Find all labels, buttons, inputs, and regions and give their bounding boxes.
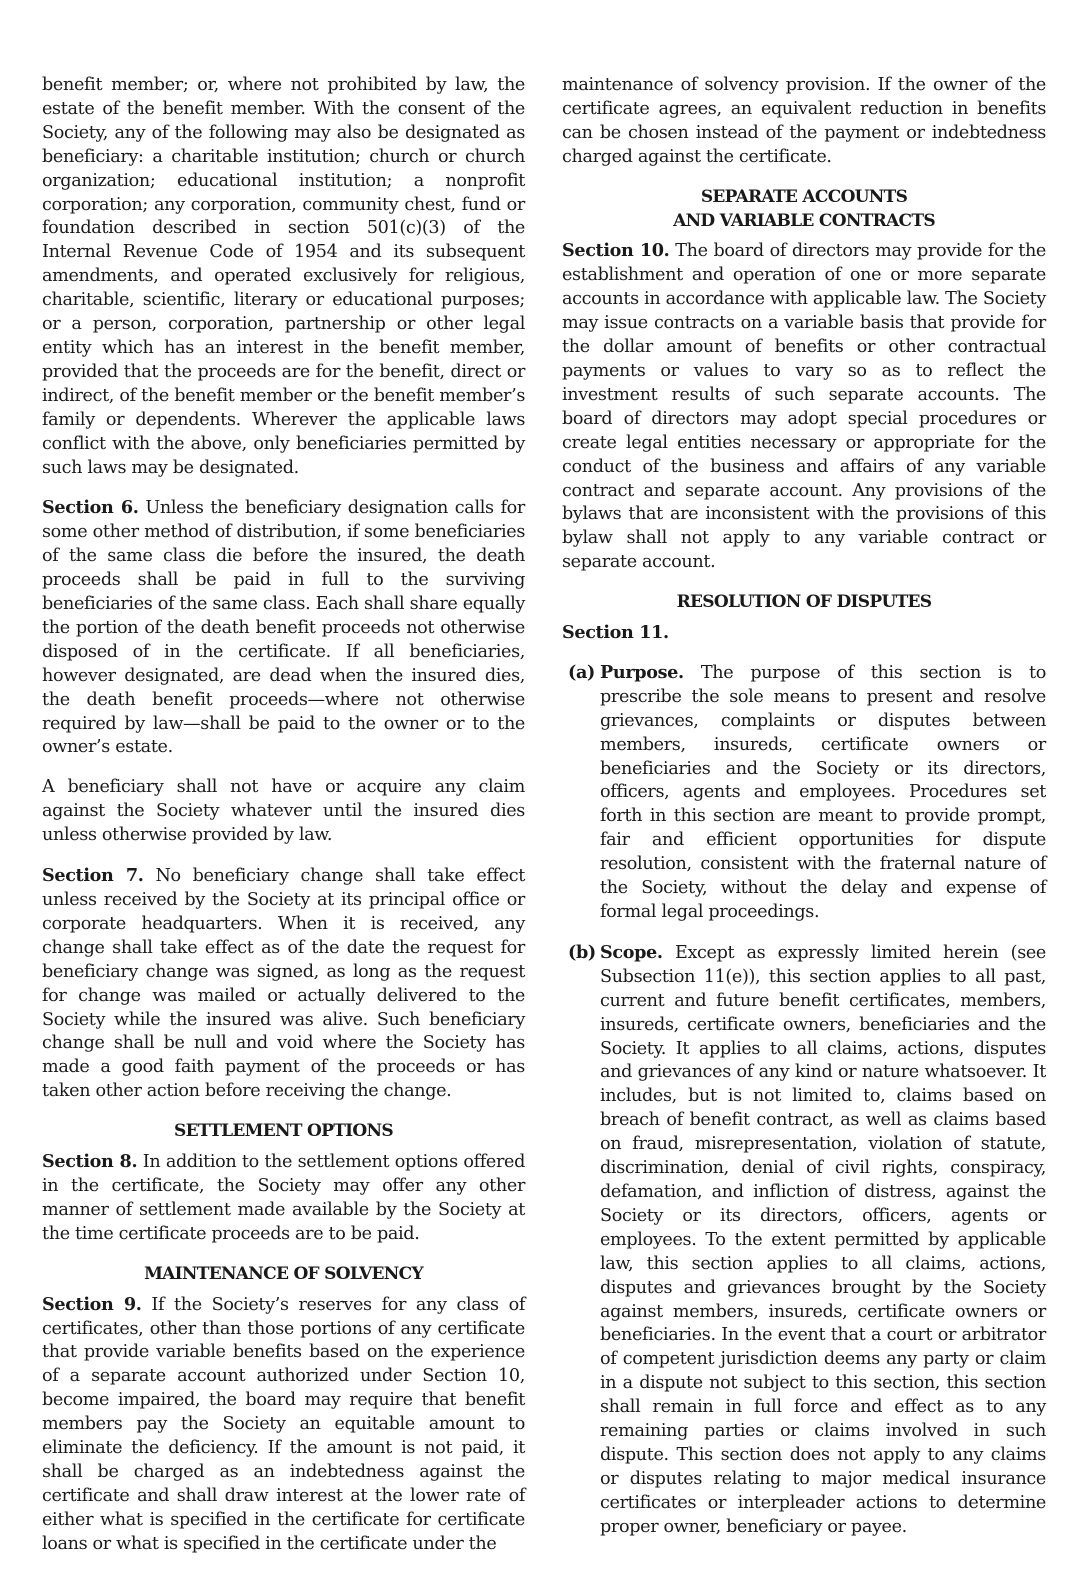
section-11-label: Section 11. [562, 622, 669, 644]
subsection-b-title: Scope. [600, 941, 663, 963]
section-6-paragraph [42, 496, 525, 760]
subsection-b [562, 941, 1046, 1540]
subsection-b-text: Except as expressly limited herein (see Subsection 11(e)), this section applies to all past, current and future benefit certificates, members, insureds, certificate owners, beneficiaries and the Society. It applies to all claims, actions, disputes and grievances of any kind or nature whatsoever. It includes, but is not limited to, claims based on breach of benefit contract, as well as claims based on fraud, misrepresentation, violation of statute, discrimination, denial of civil rights, conspiracy, defamation, and infliction of distress, against the Society or its directors, officers, agents or employees. To the extent permitted by applicable law, this section applies to all claims, actions, disputes and grievances brought by the Society against members, insureds, certificate owners or beneficiaries. In the event that a court or arbitrator of competent jurisdiction deems any party or claim in a dispute not subject to this section, this section shall remain in full force and effect as to any remaining parties or claims involved in such dispute. This section does not apply to any claims or disputes relating to major medical insurance certificates or interpleader actions to determine proper owner, beneficiary or payee. [600, 942, 1046, 1537]
section-6-claim-paragraph: A beneficiary shall not have or acquire any claim against the Society whatever until the insured dies unless otherwise provided by law. [42, 777, 525, 846]
subsection-a [562, 661, 1046, 925]
section-10-text: The board of directors may provide for the establishment and operation of one or more separate accounts in accordance with applicable law. The Society may issue contracts on a variable basis that provide for the dollar amount of benefits or other contractual payments or values to vary so as to reflect the investment results of such separate accounts. The board of directors may adopt special procedures or create legal entities necessary or appropriate for the conduct of the business and affairs of any variable contract and separate account. Any provisions of the bylaws that are inconsistent with the provisions of this bylaw shall not apply to any variable contract or separate account. [562, 241, 1046, 573]
solvency-continuation-paragraph: maintenance of solvency provision. If the owner of the certificate agrees, an equivalent reduction in benefits can be chosen instead of the payment or indebtedness charged against the certificate. [562, 75, 1046, 167]
separate-accounts-heading-line-1: SEPARATE ACCOUNTS [700, 186, 908, 207]
settlement-options-heading: SETTLEMENT OPTIONS [174, 1121, 393, 1142]
section-10-paragraph [562, 239, 1046, 575]
maintenance-of-solvency-heading: MAINTENANCE OF SOLVENCY [144, 1263, 423, 1284]
beneficiary-paragraph: benefit member; or, where not prohibited by law, the estate of the benefit member. With the consent of the Society, any of the following may also be designated as beneficiary: a charitable institution; church or church organization; educational institution; a nonprofit corporation; any corporation, community chest, fund or foundation described in section 501(c)(3) of the Internal Revenue Code of 1954 and its subsequent amendments, and operated exclusively for religious, charitable, scientific, literary or educational purposes; or a person, corporation, partnership or other legal entity which has an interest in the benefit member, provided that the proceeds are for the benefit, direct or indirect, of the benefit member or the benefit member’s family or dependents. Wherever the applicable laws conflict with the above, only beneficiaries permitted by such laws may be designated. [42, 75, 525, 478]
section-10-label: Section 10. [562, 240, 670, 262]
section-9-text: If the Society’s reserves for any class of certificates, other than those portions of any certificate that provide variable benefits based on the experience of a separate account authorized under Section 10, become impaired, the board may require that benefit members pay the Society an equitable amount to eliminate the deficiency. If the amount is not paid, it shall be charged as an indebtedness against the certificate and shall draw interest at the lower rate of either what is specified in the certificate for certificate loans or what is specified in the certificate under the [42, 1294, 525, 1554]
resolution-of-disputes-heading: RESOLUTION OF DISPUTES [676, 592, 932, 613]
section-8-paragraph [42, 1150, 525, 1247]
separate-accounts-heading [562, 186, 1046, 234]
section-6-text: Unless the beneficiary designation calls for some other method of distribution, if some beneficiaries of the same class die before the insured, the death proceeds shall be paid in full to the surviving beneficiaries of the same class. Each shall share equally the portion of the death benefit proceeds not otherwise disposed of in the certificate. If all beneficiaries, however designated, are dead when the insured dies, the death benefit proceeds—where not otherwise required by law—shall be paid to the owner or to the owner’s estate. [42, 498, 525, 758]
subsection-a-title: Purpose. [600, 661, 684, 683]
subsection-a-label: (a) [568, 661, 595, 683]
section-7-label: Section 7. [42, 865, 144, 887]
separate-accounts-heading-line-2: AND VARIABLE CONTRACTS [673, 210, 935, 231]
section-9-label: Section 9. [42, 1293, 142, 1315]
section-8-label: Section 8. [42, 1151, 138, 1173]
right-column [562, 74, 1046, 1556]
left-column [42, 74, 525, 1573]
section-8-text: In addition to the settlement options offered in the certificate, the Society may offer any other manner of settlement made available by the Society at the time certificate proceeds are to be paid. [42, 1152, 525, 1244]
subsection-a-text: The purpose of this section is to prescribe the sole means to present and resolve grievances, complaints or disputes between members, insureds, certificate owners or beneficiaries and the Society or its directors, officers, agents and employees. Procedures set forth in this section are meant to provide prompt, fair and efficient opportunities for dispute resolution, consistent with the fraternal nature of the Society, without the delay and expense of formal legal proceedings. [600, 662, 1046, 922]
section-6-label: Section 6. [42, 497, 139, 519]
section-9-paragraph [42, 1293, 525, 1557]
section-7-text: No beneficiary change shall take effect unless received by the Society at its principal office or corporate headquarters. When it is received, any change shall take effect as of the date the request for beneficiary change was signed, as long as the request for change was mailed or actually delivered to the Society while the insured was alive. Such beneficiary change shall be null and void where the Society has made a good faith payment of the proceeds or has taken other action before receiving the change. [42, 866, 525, 1102]
section-7-paragraph [42, 864, 525, 1104]
subsection-b-label: (b) [568, 941, 596, 963]
